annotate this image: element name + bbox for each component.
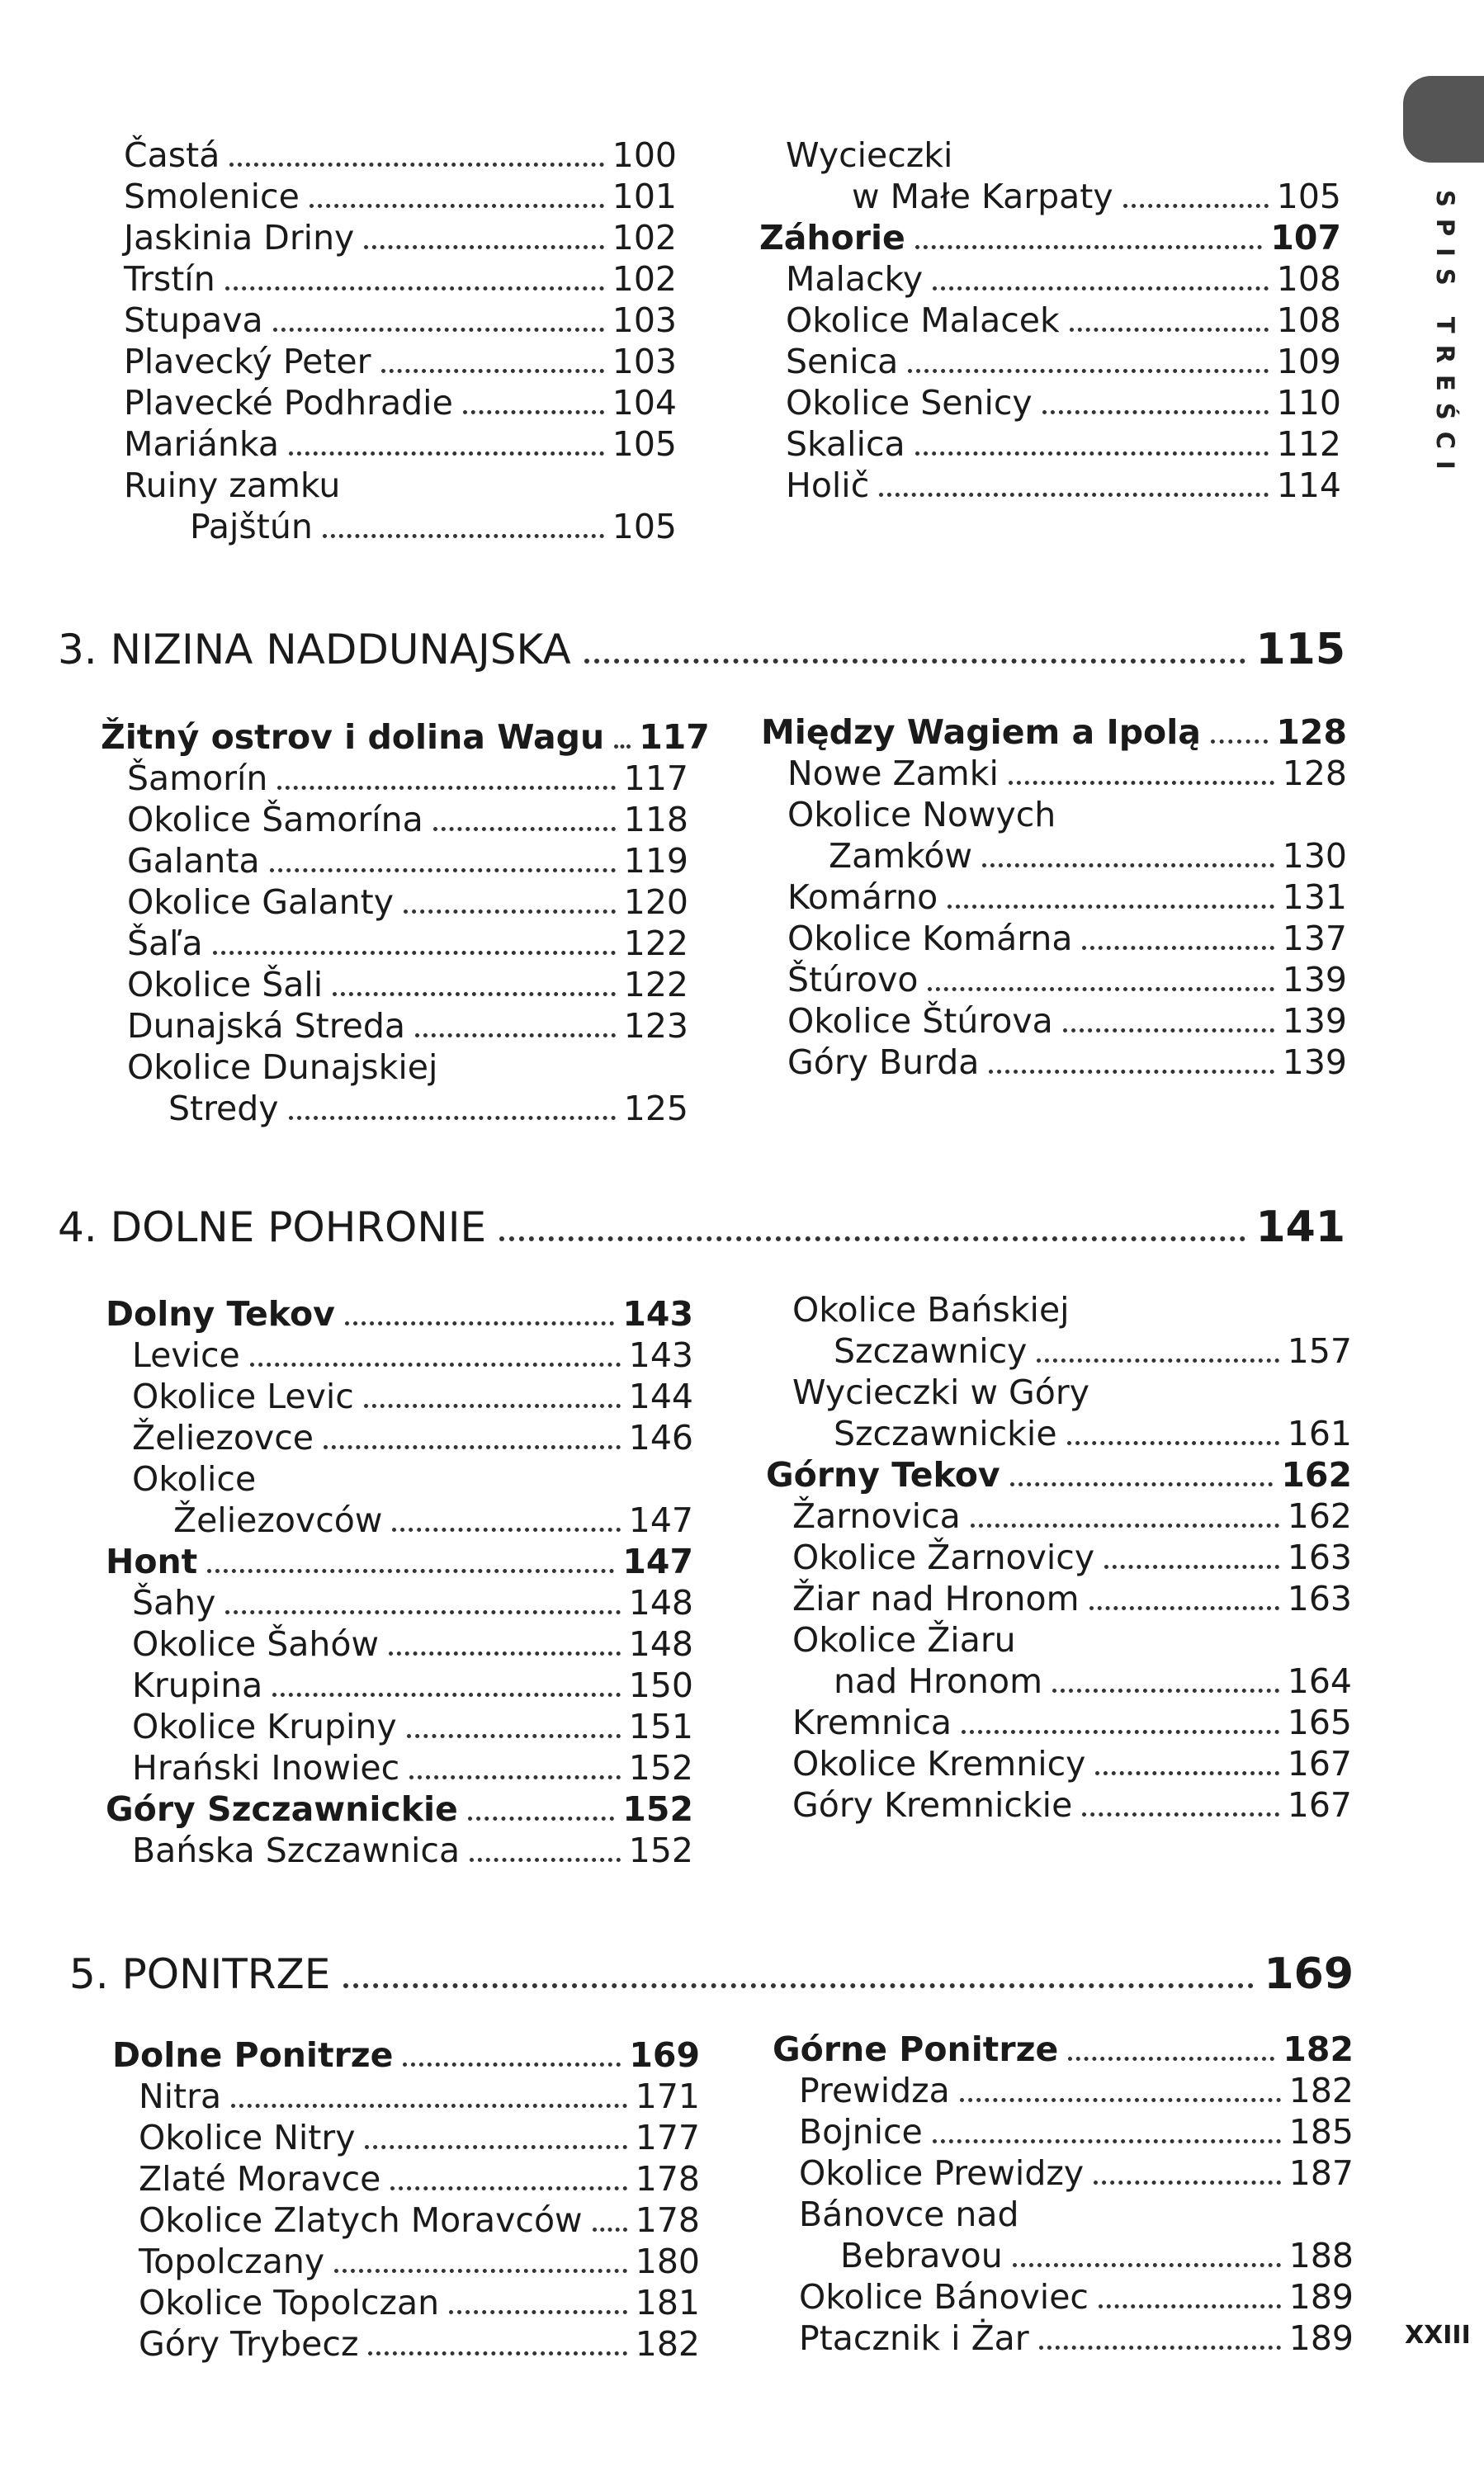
toc-entry[interactable]: Okolice Topolczan 181 bbox=[139, 2283, 700, 2322]
toc-entry[interactable]: Okolice Šamorína 118 bbox=[127, 800, 688, 839]
toc-entry[interactable]: Okolice Bánoviec 189 bbox=[799, 2277, 1354, 2317]
toc-entry[interactable]: Bebravou 188 bbox=[840, 2236, 1354, 2275]
toc-entry[interactable]: Okolice Nitry 177 bbox=[139, 2118, 700, 2157]
toc-entry[interactable]: Šaľa 122 bbox=[127, 924, 688, 963]
toc-entry[interactable]: Komárno 131 bbox=[787, 877, 1347, 917]
toc-entry[interactable]: Kremnica 165 bbox=[792, 1703, 1352, 1742]
toc-entry[interactable]: Holič 114 bbox=[786, 465, 1341, 505]
toc-column-s3-left bbox=[101, 716, 710, 1129]
toc-entry[interactable]: Okolice Malacek 108 bbox=[786, 300, 1341, 340]
page-number: XXIII bbox=[1405, 2321, 1471, 2350]
toc-entry[interactable]: Malacky 108 bbox=[786, 259, 1341, 299]
toc-entry[interactable]: Prewidza 182 bbox=[799, 2071, 1354, 2110]
toc-column-top-left bbox=[124, 135, 677, 547]
toc-entry[interactable]: Žarnovica 162 bbox=[792, 1496, 1352, 1536]
toc-entry[interactable]: Bojnice 185 bbox=[799, 2112, 1354, 2152]
section-heading[interactable]: 4. DOLNE POHRONIE 141 bbox=[58, 1203, 1345, 1252]
toc-entry[interactable]: Nowe Zamki 128 bbox=[787, 754, 1347, 793]
toc-entry[interactable]: Levice 143 bbox=[132, 1335, 693, 1375]
toc-entry[interactable]: Topolczany 180 bbox=[139, 2242, 700, 2281]
toc-entry[interactable]: Plavecké Podhradie 104 bbox=[124, 383, 677, 423]
toc-entry[interactable]: Stredy 125 bbox=[168, 1089, 688, 1128]
toc-entry[interactable]: Szczawnickie 161 bbox=[834, 1414, 1352, 1453]
section-heading[interactable]: 3. NIZINA NADDUNAJSKA 115 bbox=[58, 625, 1345, 674]
toc-entry[interactable]: Mariánka 105 bbox=[124, 424, 677, 464]
toc-entry[interactable]: Zlaté Moravce 178 bbox=[139, 2159, 700, 2199]
toc-entry[interactable]: Zamków 130 bbox=[829, 836, 1347, 876]
toc-entry[interactable]: Okolice Kremnicy 167 bbox=[792, 1744, 1352, 1784]
toc-entry[interactable]: Častá 100 bbox=[124, 135, 677, 175]
toc-entry[interactable]: Okolice Zlatych Moravców 178 bbox=[139, 2200, 700, 2240]
toc-entry-label: Wycieczki w Góry bbox=[792, 1373, 1090, 1412]
toc-entry[interactable]: Okolice Krupiny 151 bbox=[132, 1707, 693, 1746]
toc-entry[interactable]: Ptacznik i Żar 189 bbox=[799, 2318, 1354, 2358]
toc-group-entry[interactable]: Záhorie 107 bbox=[759, 218, 1341, 258]
toc-entry[interactable]: Želiezovce 146 bbox=[132, 1418, 693, 1458]
toc-column-s5-left bbox=[112, 2034, 700, 2365]
toc-group-entry[interactable]: Dolny Tekov 143 bbox=[106, 1294, 693, 1334]
toc-group-entry[interactable]: Hont 147 bbox=[106, 1542, 693, 1581]
toc-entry[interactable]: Šahy 148 bbox=[132, 1583, 693, 1623]
toc-group-entry[interactable]: Dolne Ponitrze 169 bbox=[112, 2035, 700, 2075]
toc-entry[interactable]: Szczawnicy 157 bbox=[834, 1331, 1352, 1371]
toc-entry-label: Ruiny zamku bbox=[124, 465, 341, 505]
toc-entry[interactable]: Góry Burda 139 bbox=[787, 1042, 1347, 1082]
toc-entry[interactable]: Žiar nad Hronom 163 bbox=[792, 1579, 1352, 1618]
toc-entry-label: Okolice Dunajskiej bbox=[127, 1047, 438, 1087]
toc-column-s4-right bbox=[766, 1289, 1352, 1826]
toc-entry[interactable]: Jaskinia Driny 102 bbox=[124, 218, 677, 258]
toc-entry[interactable]: Okolice Levic 144 bbox=[132, 1377, 693, 1416]
toc-entry[interactable]: Okolice Senicy 110 bbox=[786, 383, 1341, 423]
toc-entry-label: Okolice Nowych bbox=[787, 795, 1056, 834]
toc-entry[interactable]: Trstín 102 bbox=[124, 259, 677, 299]
toc-column-top-right bbox=[759, 135, 1341, 506]
toc-entry[interactable]: Okolice Prewidzy 187 bbox=[799, 2153, 1354, 2193]
toc-column-s4-left bbox=[106, 1293, 693, 1871]
toc-group-entry[interactable]: Žitný ostrov i dolina Wagu 117 bbox=[101, 717, 710, 757]
toc-entry[interactable]: Skalica 112 bbox=[786, 424, 1341, 464]
toc-entry[interactable]: Pajštún 105 bbox=[190, 507, 677, 546]
toc-group-entry[interactable]: Góry Szczawnickie 152 bbox=[106, 1789, 693, 1829]
toc-entry[interactable]: Plavecký Peter 103 bbox=[124, 342, 677, 381]
toc-entry-label: Bánovce nad bbox=[799, 2195, 1019, 2234]
toc-entry[interactable]: Okolice Štúrova 139 bbox=[787, 1001, 1347, 1041]
thumb-tab bbox=[1403, 76, 1484, 163]
side-title: SPIS TREŚCI bbox=[1431, 190, 1459, 481]
toc-entry[interactable]: w Małe Karpaty 105 bbox=[852, 177, 1341, 216]
toc-entry[interactable]: Krupina 150 bbox=[132, 1666, 693, 1705]
toc-entry-label: Wycieczki bbox=[786, 135, 953, 175]
toc-group-entry[interactable]: Górne Ponitrze 182 bbox=[773, 2029, 1354, 2069]
toc-entry-label: Okolice Bańskiej bbox=[792, 1290, 1070, 1330]
toc-entry[interactable]: Štúrovo 139 bbox=[787, 960, 1347, 999]
toc-entry[interactable]: Hrański Inowiec 152 bbox=[132, 1748, 693, 1788]
toc-entry[interactable]: Okolice Komárna 137 bbox=[787, 919, 1347, 958]
toc-entry[interactable]: Želiezovców 147 bbox=[173, 1500, 693, 1540]
toc-entry[interactable]: Stupava 103 bbox=[124, 300, 677, 340]
toc-entry[interactable]: Okolice Žarnovicy 163 bbox=[792, 1538, 1352, 1577]
toc-entry[interactable]: Nitra 171 bbox=[139, 2077, 700, 2116]
toc-entry[interactable]: Dunajská Streda 123 bbox=[127, 1006, 688, 1046]
toc-entry[interactable]: Okolice Galanty 120 bbox=[127, 882, 688, 922]
toc-column-s5-right bbox=[773, 2029, 1354, 2359]
toc-group-entry[interactable]: Między Wagiem a Ipolą 128 bbox=[761, 712, 1347, 752]
toc-column-s3-right bbox=[761, 711, 1347, 1083]
toc-entry-label: Okolice Žiaru bbox=[792, 1620, 1016, 1660]
section-heading[interactable]: 5. PONITRZE 169 bbox=[69, 1949, 1354, 1999]
toc-entry-label: Okolice bbox=[132, 1459, 257, 1499]
toc-entry[interactable]: Okolice Šahów 148 bbox=[132, 1624, 693, 1664]
toc-group-entry[interactable]: Górny Tekov 162 bbox=[766, 1455, 1352, 1495]
toc-entry[interactable]: Senica 109 bbox=[786, 342, 1341, 381]
toc-entry[interactable]: Šamorín 117 bbox=[127, 758, 688, 798]
toc-entry[interactable]: nad Hronom 164 bbox=[834, 1661, 1352, 1701]
toc-entry[interactable]: Bańska Szczawnica 152 bbox=[132, 1831, 693, 1870]
toc-entry[interactable]: Góry Kremnickie 167 bbox=[792, 1785, 1352, 1825]
toc-entry[interactable]: Okolice Šali 122 bbox=[127, 965, 688, 1004]
toc-entry[interactable]: Góry Trybecz 182 bbox=[139, 2324, 700, 2364]
toc-entry[interactable]: Smolenice 101 bbox=[124, 177, 677, 216]
toc-entry[interactable]: Galanta 119 bbox=[127, 841, 688, 881]
